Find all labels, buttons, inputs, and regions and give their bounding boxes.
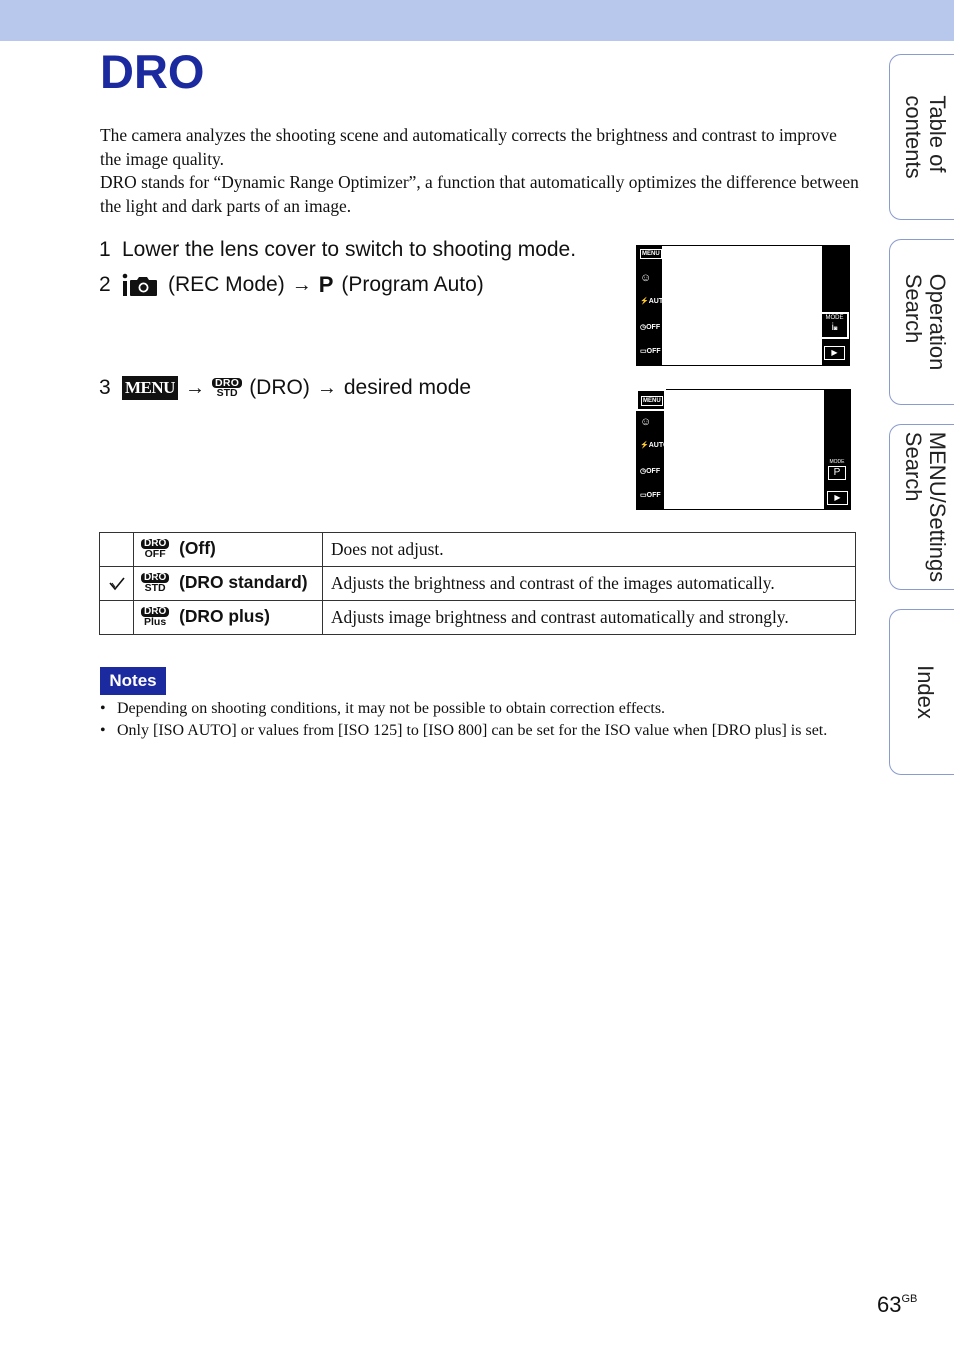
checkmark-icon [109,577,125,591]
rec-mode-button-icon: MODE i◙ [820,312,849,339]
intro-paragraph-1: The camera analyzes the shooting scene and automatically corrects the brightness and contrast to improve the image quality. [100,125,837,169]
check-cell [100,567,134,601]
flash-auto-icon: ⚡AUTO [640,442,669,449]
camera-screen-rec-mode [636,245,850,366]
note-item: • Depending on shooting conditions, it may not be possible to obtain correction effects. [100,698,856,720]
table-row [100,567,856,601]
dro-label: (DRO) [249,376,310,399]
smile-icon: ☺ [640,272,652,284]
dro-plus-icon: DRO Plus [141,607,169,628]
note-item: • Only [ISO AUTO] or values from [ISO 125] to [ISO 800] can be set for the ISO value when [DRO plus] is set. [100,720,856,742]
mode-description: Adjusts the brightness and contrast of the images automatically. [323,567,856,601]
check-cell [100,601,134,635]
lcd-area [664,390,824,509]
step-3 [99,376,471,400]
intro-paragraph-2: DRO stands for “Dynamic Range Optimizer”, a function that automatically optimizes the difference between the light and dark parts of an image. [100,172,859,216]
program-mode-icon: MODE P [829,459,845,478]
table-row [100,601,856,635]
step-text: Lower the lens cover to switch to shooting mode. [122,238,577,261]
dro-std-icon: DRO STD [212,378,242,399]
tab-label: Index [912,665,938,719]
mode-name: (DRO standard) [179,572,308,592]
self-timer-off-icon: ◷OFF [640,324,661,331]
camera-screen-menu [636,389,851,510]
tab-operation-search[interactable] [889,239,954,405]
rec-mode-label: (REC Mode) [168,273,285,296]
playback-icon: ▶ [824,346,845,360]
check-cell [100,533,134,567]
self-timer-off-icon: ◷OFF [640,468,661,475]
step-number: 3 [99,376,111,399]
mode-description: Does not adjust. [323,533,856,567]
page-title: DRO [100,45,205,98]
drive-off-icon: ▭OFF [640,492,661,499]
step-number: 1 [99,238,111,261]
menu-icon: MENU [642,251,660,257]
drive-off-icon: ▭OFF [640,348,661,355]
menu-icon: MENU [122,376,178,400]
intro-text [100,124,860,218]
notes-label: Notes [100,667,166,695]
rec-mode-icon [122,272,160,298]
mode-name: (DRO plus) [179,606,270,626]
step-number: 2 [99,273,111,296]
step-2 [99,272,484,298]
mode-description: Adjusts image brightness and contrast automatically and strongly. [323,601,856,635]
tab-menu-settings-search[interactable] [889,424,954,590]
mode-name: (Off) [179,538,216,558]
flash-auto-icon: ⚡AUTO [640,298,669,305]
mode-name-cell [134,567,323,601]
program-auto-icon: P [318,272,334,297]
notes-list [100,698,856,742]
arrow-icon: → [291,273,312,296]
menu-highlight-icon: MENU [636,389,666,411]
mode-name-cell [134,533,323,567]
table-row [100,533,856,567]
mode-name-cell [134,601,323,635]
tab-index[interactable] [889,609,954,775]
dro-off-icon: DRO OFF [141,539,169,560]
tab-table-of-contents[interactable] [889,54,954,220]
step-1 [99,238,576,262]
page-number: $63^{GB}$ [877,1292,918,1317]
arrow-icon: → [316,376,337,399]
top-banner [0,0,954,41]
tab-label: Table of contents [900,95,950,179]
tab-label: MENU/Settings Search [900,431,950,583]
dro-std-icon: DRO STD [141,573,169,594]
dro-mode-table [99,532,856,635]
playback-icon: ▶ [827,491,848,505]
arrow-icon: → [184,376,205,399]
desired-mode-label: desired mode [343,376,472,399]
lcd-area [662,246,822,365]
program-auto-label: (Program Auto) [341,273,484,296]
smile-icon: ☺ [640,416,652,428]
tab-label: Operation Search [900,273,950,371]
